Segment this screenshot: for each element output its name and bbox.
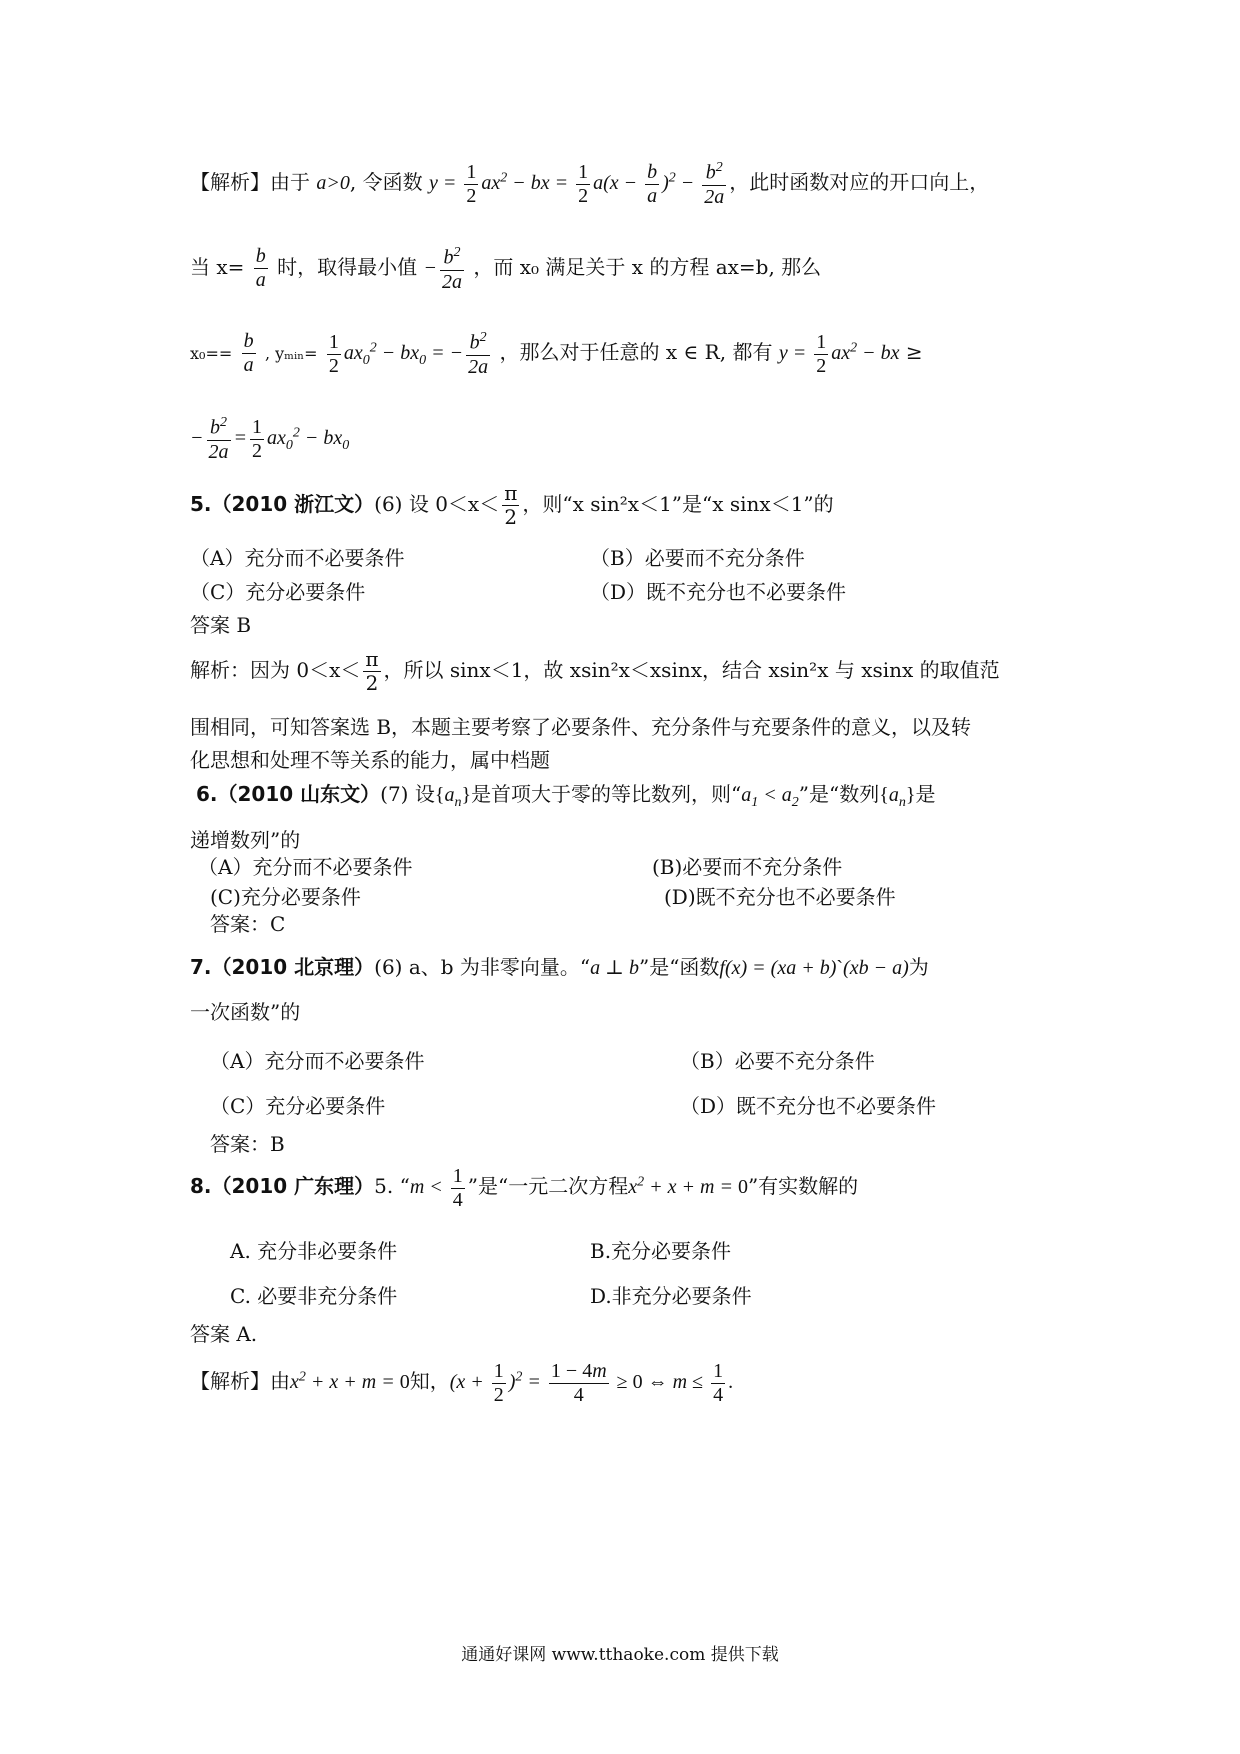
q5-option-c: （C）充分必要条件: [190, 580, 366, 604]
q6-option-c: (C)充分必要条件: [210, 885, 361, 909]
formula-y: y = $\frac{1}{2}$ $ax^2$ − bx = $\frac{1}{2}$ a(x − $\frac{b}{a}$ )$^2$ − $\frac{b^2}{2a}$: [428, 160, 725, 208]
q6-option-b: (B)必要而不充分条件: [652, 855, 843, 879]
q5-answer: 答案 B: [190, 613, 252, 637]
q6-stem-2: 递增数列”的: [190, 828, 301, 852]
q7-stem-2: 一次函数”的: [190, 1000, 301, 1024]
q6-stem: 6.（2010 山东文）(7) 设$\{a_n\}$是首项大于零的等比数列，则“$a_1 < a_2$”是“数列$\{a_n\}$是: [196, 782, 936, 810]
q8-option-d: D.非充分必要条件: [590, 1284, 752, 1308]
q7-option-d: （D）既不充分也不必要条件: [680, 1094, 937, 1118]
q5-option-b: （B）必要而不充分条件: [590, 546, 805, 570]
page-footer: 通通好课网 www.tthaoke.com 提供下载: [461, 1645, 779, 1665]
q5-explanation-2: 围相同，可知答案选 B，本题主要考察了必要条件、充分条件与充要条件的意义，以及转: [190, 715, 972, 739]
q5-option-a: （A）充分而不必要条件: [190, 546, 405, 570]
q8-explanation: 【解析】由$x^2 + x + m = 0$知，(x + $\frac{1}{2}$ )$^2$ = $\frac{1 - 4m}{4}$ ≥ 0 ⇔ m ≤ $\frac{1}{4}$ .: [190, 1360, 734, 1406]
q8-option-a: A. 充分非必要条件: [230, 1239, 398, 1263]
q7-option-c: （C）充分必要条件: [210, 1094, 386, 1118]
analysis-line-3: x₀== $\frac{b}{a}$ , yₘᵢₙ= $\frac{1}{2}$ $ax_0^2 - bx_0$ = − $\frac{b^2}{2a}$ ，那么对于任意的 x ∈ R, 都有 y = $\frac{1}{2}$ $ax^2$ − bx ≥: [190, 330, 923, 378]
q8-option-c: C. 必要非充分条件: [230, 1284, 398, 1308]
q8-answer: 答案 A.: [190, 1322, 258, 1346]
q6-option-a: （A）充分而不必要条件: [198, 855, 413, 879]
q8-option-b: B.充分必要条件: [590, 1239, 732, 1263]
q5-stem: 5.（2010 浙江文）(6) 设 0＜x＜ $\frac{\pi}{2}$ ，则“x sin²x＜1”是“x sinx＜1”的: [190, 481, 834, 529]
analysis-line-2: 当 x= $\frac{b}{a}$ 时，取得最小值 − $\frac{b^2}{2a}$ ，而 x₀ 满足关于 x 的方程 ax=b, 那么: [190, 245, 822, 293]
q7-stem: 7.（2010 北京理）(6) a、b 为非零向量。“a ⊥ b”是“函数f(x) = (xa + b)ˋ(xb − a)为: [190, 955, 929, 979]
analysis-line-1: 【解析】由于 a>0, 令函数 y = $\frac{1}{2}$ $ax^2$ − bx = $\frac{1}{2}$ a(x − $\frac{b}{a}$ )$^2$ − $\frac{b^2}{2a}$ ，此时函数对应的开口向上，: [190, 160, 990, 208]
analysis-line-4: − $\frac{b^2}{2a}$ = $\frac{1}{2}$ $ax_0^2 - bx_0$: [190, 415, 350, 463]
q7-option-b: （B）必要不充分条件: [680, 1049, 875, 1073]
q6-option-d: (D)既不充分也不必要条件: [664, 885, 896, 909]
q5-explanation-1: 解析：因为 0＜x＜ $\frac{\pi}{2}$ ，所以 sinx＜1，故 xsin²x＜xsinx，结合 xsin²x 与 xsinx 的取值范: [190, 647, 1000, 695]
analysis-label: 【解析】: [190, 169, 270, 194]
q5-option-d: （D）既不充分也不必要条件: [590, 580, 847, 604]
q7-answer: 答案：B: [210, 1132, 285, 1156]
q7-option-a: （A）充分而不必要条件: [210, 1049, 425, 1073]
q5-explanation-3: 化思想和处理不等关系的能力，属中档题: [190, 748, 550, 772]
q6-answer: 答案：C: [210, 912, 286, 936]
q8-stem: 8.（2010 广东理）5. “m < $\frac{1}{4}$ ”是“一元二次方程$x^2 + x + m = 0$”有实数解的: [190, 1165, 859, 1211]
